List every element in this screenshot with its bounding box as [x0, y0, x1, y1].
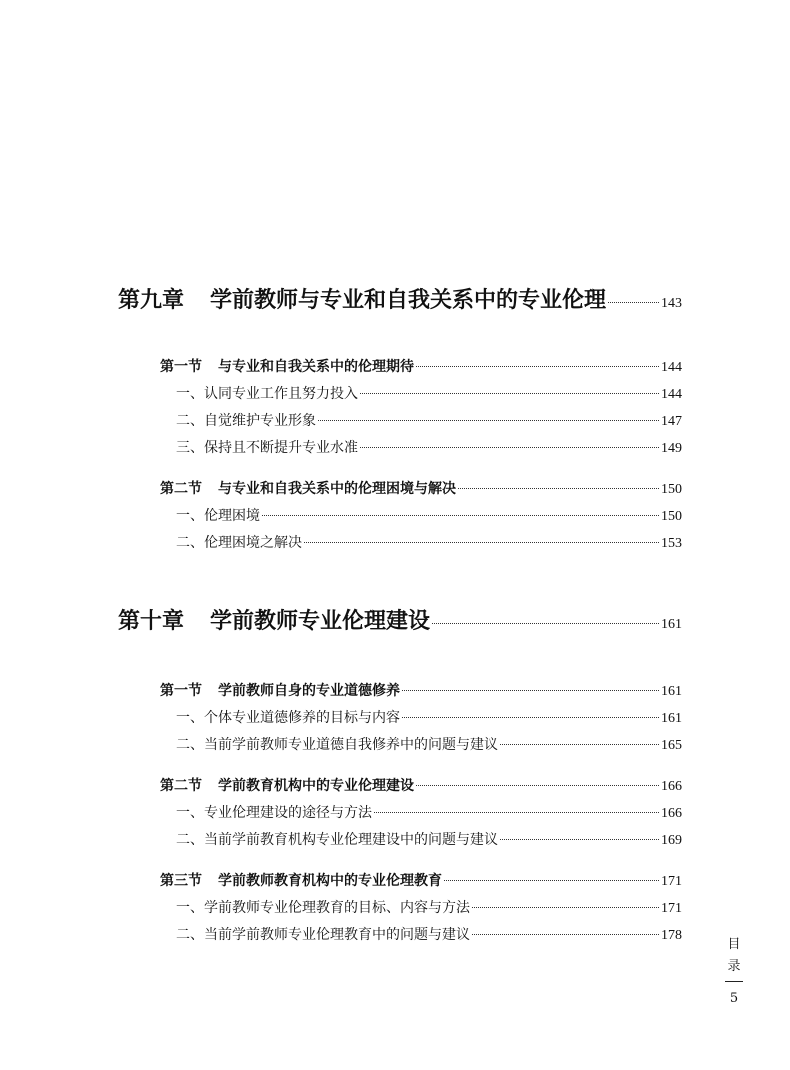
- chapter-title: 学前教师与专业和自我关系中的专业伦理: [210, 287, 607, 313]
- toc-item[interactable]: [176, 829, 682, 849]
- page-number: 144: [661, 360, 682, 375]
- side-divider: [725, 981, 743, 982]
- item-title: 二、伦理困境之解决: [176, 535, 302, 551]
- item-title: 二、当前学前教育机构专业伦理建设中的问题与建议: [176, 832, 498, 848]
- page-number: 144: [661, 387, 682, 402]
- toc-item[interactable]: [176, 505, 682, 525]
- section-title: 与专业和自我关系中的伦理困境与解决: [218, 481, 456, 497]
- page-number: 143: [661, 296, 682, 311]
- page-number: 166: [661, 779, 682, 794]
- section-title: 学前教师教育机构中的专业伦理教育: [218, 873, 442, 889]
- item-title: 一、伦理困境: [176, 508, 260, 524]
- side-label-char: 录: [727, 959, 741, 974]
- leader-dots: [432, 623, 659, 624]
- page-number: 161: [661, 684, 682, 699]
- page-number: 150: [661, 509, 682, 524]
- section-number: 第二节: [160, 778, 202, 794]
- section-title: 学前教育机构中的专业伦理建设: [218, 778, 414, 794]
- item-title: 二、自觉维护专业形象: [176, 413, 316, 429]
- toc-item[interactable]: [176, 410, 682, 430]
- leader-dots: [472, 934, 659, 935]
- page-number: 161: [661, 711, 682, 726]
- page-number: 153: [661, 536, 682, 551]
- chapter-number: 第九章: [118, 287, 185, 313]
- section-number: 第三节: [160, 873, 202, 889]
- side-running-label: [724, 934, 744, 1010]
- section-heading[interactable]: [160, 680, 682, 700]
- leader-dots: [416, 366, 659, 367]
- leader-dots: [500, 839, 659, 840]
- toc-item[interactable]: [176, 532, 682, 552]
- leader-dots: [458, 488, 659, 489]
- page-number: 169: [661, 833, 682, 848]
- leader-dots: [360, 393, 659, 394]
- leader-dots: [416, 785, 659, 786]
- page-number: 166: [661, 806, 682, 821]
- section-number: 第一节: [160, 359, 202, 375]
- section-number: 第二节: [160, 481, 202, 497]
- leader-dots: [608, 302, 659, 303]
- toc-item[interactable]: [176, 734, 682, 754]
- section-title: 与专业和自我关系中的伦理期待: [218, 359, 414, 375]
- leader-dots: [318, 420, 659, 421]
- page-number: 161: [661, 617, 682, 632]
- item-title: 一、认同专业工作且努力投入: [176, 386, 358, 402]
- item-title: 二、当前学前教师专业道德自我修养中的问题与建议: [176, 737, 498, 753]
- leader-dots: [304, 542, 659, 543]
- page-number: 165: [661, 738, 682, 753]
- section-heading[interactable]: [160, 356, 682, 376]
- page-number: 150: [661, 482, 682, 497]
- section-title: 学前教师自身的专业道德修养: [218, 683, 400, 699]
- section-number: 第一节: [160, 683, 202, 699]
- page-number: 171: [661, 874, 682, 889]
- chapter-title: 学前教师专业伦理建设: [210, 608, 431, 634]
- toc-item[interactable]: [176, 707, 682, 727]
- toc-item[interactable]: [176, 802, 682, 822]
- chapter-heading[interactable]: [118, 283, 682, 314]
- page-number: 178: [661, 928, 682, 943]
- toc-item[interactable]: [176, 437, 682, 457]
- item-title: 一、个体专业道德修养的目标与内容: [176, 710, 400, 726]
- toc-item[interactable]: [176, 897, 682, 917]
- page-number: 171: [661, 901, 682, 916]
- leader-dots: [500, 744, 659, 745]
- section-heading[interactable]: [160, 478, 682, 498]
- leader-dots: [472, 907, 659, 908]
- section-heading[interactable]: [160, 870, 682, 890]
- side-label-char: 目: [727, 937, 741, 952]
- leader-dots: [402, 690, 659, 691]
- leader-dots: [402, 717, 659, 718]
- page-number: 149: [661, 441, 682, 456]
- page-number: 147: [661, 414, 682, 429]
- folio-page-number: 5: [729, 991, 739, 1006]
- toc-item[interactable]: [176, 383, 682, 403]
- item-title: 三、保持且不断提升专业水准: [176, 440, 358, 456]
- leader-dots: [262, 515, 659, 516]
- leader-dots: [444, 880, 659, 881]
- leader-dots: [360, 447, 659, 448]
- item-title: 二、当前学前教师专业伦理教育中的问题与建议: [176, 927, 470, 943]
- item-title: 一、专业伦理建设的途径与方法: [176, 805, 372, 821]
- chapter-heading[interactable]: [118, 604, 682, 635]
- section-heading[interactable]: [160, 775, 682, 795]
- chapter-number: 第十章: [118, 608, 185, 634]
- leader-dots: [374, 812, 659, 813]
- toc-item[interactable]: [176, 924, 682, 944]
- item-title: 一、学前教师专业伦理教育的目标、内容与方法: [176, 900, 470, 916]
